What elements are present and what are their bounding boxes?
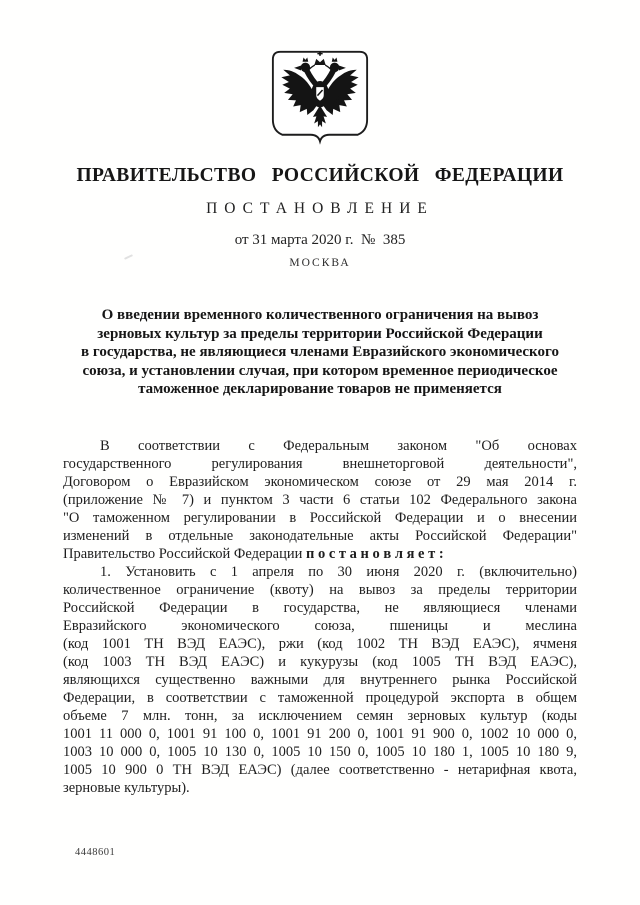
body-line: [63, 545, 577, 563]
date-and-number: от 31 марта 2020 г. № 385: [234, 232, 406, 248]
body-line: В соответствии с Федеральным законом "Об основах: [100, 437, 577, 454]
body-line: количественное ограничение (квоту) на вывоз за пределы территории: [63, 581, 577, 598]
body-line: 1. Установить с 1 апреля по 30 июня 2020 г. (включительно): [100, 563, 577, 580]
title-line: таможенное декларирование товаров не применяется: [138, 381, 502, 397]
body-line: 1005 10 900 0 ТН ВЭД ЕАЭС) (далее соответственно - нетарифная квота,: [63, 761, 577, 778]
russia-coat-of-arms-icon: [271, 50, 369, 146]
body-line: "О таможенном регулировании в Российской Федерации и о внесении: [63, 509, 577, 526]
body-line: являющихся существенно важными для внутреннего рынка Российской: [63, 671, 577, 688]
body-line: государственного регулирования внешнеторговой деятельности",: [63, 455, 577, 472]
body-text: Правительство Российской Федерации: [63, 545, 306, 562]
decree-verb: п о с т а н о в л я е т :: [305, 545, 444, 562]
document-body: [63, 437, 577, 797]
issuing-authority: ПРАВИТЕЛЬСТВО РОССИЙСКОЙ ФЕДЕРАЦИИ: [76, 165, 564, 186]
body-line: Договором о Евразийском экономическом союзе от 29 мая 2014 г.: [63, 473, 577, 490]
city-label: МОСКВА: [289, 257, 351, 269]
double-headed-eagle-icon: [271, 50, 369, 146]
body-line: (приложение № 7) и пунктом 3 части 6 статьи 102 Федерального закона: [63, 491, 577, 508]
body-line: изменений в отдельные законодательные акты Российской Федерации": [63, 527, 577, 544]
document-title: [67, 306, 573, 399]
title-line: в государства, не являющиеся членами Евразийского экономического: [81, 344, 559, 360]
body-line: объеме 7 млн. тонн, за исключением семян зерновых культур (коды: [63, 707, 577, 724]
registration-code: 4448601: [75, 847, 116, 858]
document-type: ПОСТАНОВЛЕНИЕ: [206, 200, 434, 217]
title-line: О введении временного количественного ограничения на вывоз: [101, 307, 539, 323]
body-line: Российской Федерации в государства, не являющиеся членами: [63, 599, 577, 616]
title-line: зерновых культур за пределы территории Российской Федерации: [97, 325, 543, 342]
body-line: 1003 10 000 0, 1005 10 130 0, 1005 10 150 0, 1005 10 180 1, 1005 10 180 9,: [63, 743, 577, 760]
body-line: Евразийского экономического союза, пшеницы и меслина: [63, 617, 577, 634]
paragraph: [63, 437, 577, 563]
body-line: (код 1003 ТН ВЭД ЕАЭС) и кукурузы (код 1005 ТН ВЭД ЕАЭС),: [63, 653, 577, 670]
title-line: союза, и установлении случая, при котором временное периодическое: [82, 362, 558, 379]
body-line: (код 1001 ТН ВЭД ЕАЭС), ржи (код 1002 ТН ВЭД ЕАЭС), ячменя: [63, 635, 577, 652]
body-line: зерновые культуры).: [63, 779, 190, 796]
body-line: Федерации, в соответствии с таможенной процедурой экспорта в общем: [63, 689, 577, 706]
paragraph: [63, 563, 577, 797]
body-line: 1001 11 000 0, 1001 91 100 0, 1001 91 200 0, 1001 91 900 0, 1002 10 000 0,: [63, 725, 577, 742]
